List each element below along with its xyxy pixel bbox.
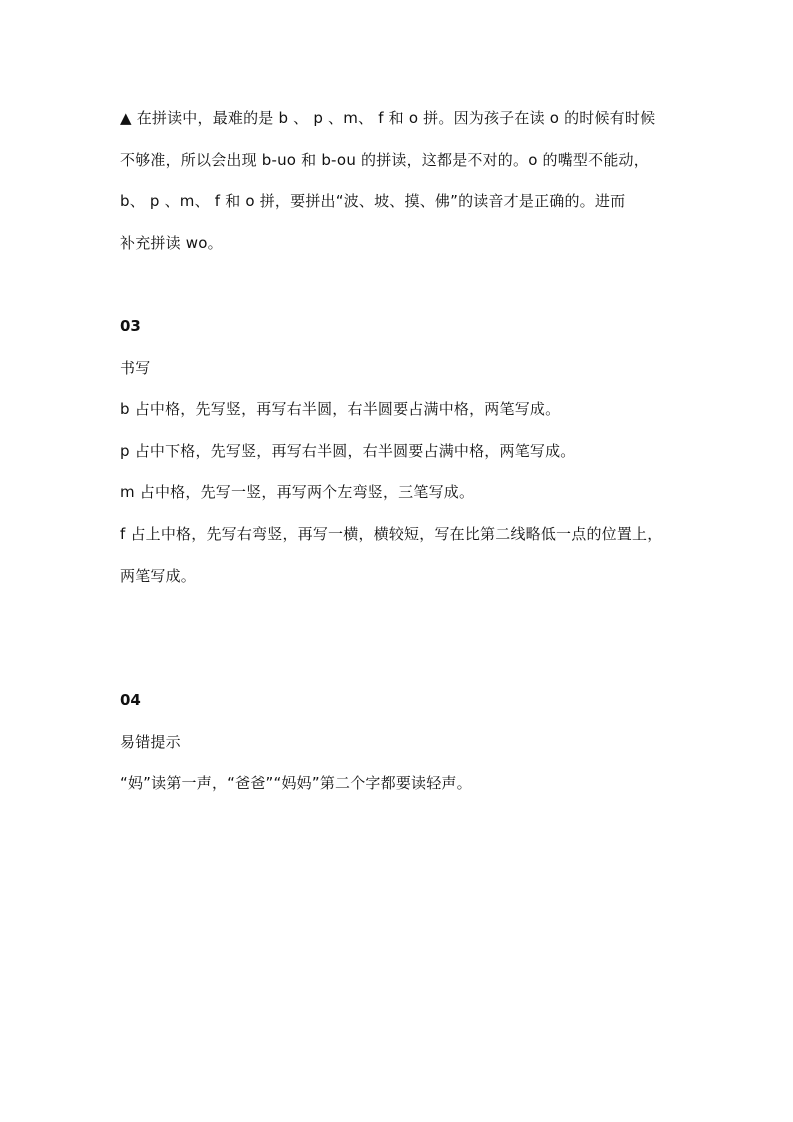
intro-line-3: b、 p 、m、 f 和 o 拼，要拼出“波、坡、摸、佛”的读音才是正确的。进而: [120, 192, 626, 210]
writing-line-p: p 占中下格，先写竖，再写右半圆，右半圆要占满中格，两笔写成。: [120, 442, 576, 460]
section-04-number: 04: [120, 691, 141, 709]
intro-line-2: 不够准，所以会出现 b-uo 和 b-ou 的拼读，这都是不对的。o 的嘴型不能动，: [120, 151, 649, 169]
writing-line-b: b 占中格，先写竖，再写右半圆，右半圆要占满中格，两笔写成。: [120, 400, 561, 418]
writing-line-f-cont: 两笔写成。: [120, 567, 197, 585]
section-04-title: 易错提示: [120, 733, 181, 751]
tip-line: “妈”读第一声，“爸爸”“妈妈”第二个字都要读轻声。: [120, 774, 472, 792]
intro-line-4: 补充拼读 wo。: [120, 234, 223, 252]
section-03-title: 书写: [120, 359, 151, 377]
section-03-number: 03: [120, 317, 141, 335]
intro-line-1: ▲ 在拼读中，最难的是 b 、 p 、m、 f 和 o 拼。因为孩子在读 o 的时候有时候: [120, 109, 656, 127]
writing-line-f: f 占上中格，先写右弯竖，再写一横，横较短，写在比第二线略低一点的位置上，: [120, 525, 663, 543]
writing-line-m: m 占中格，先写一竖，再写两个左弯竖，三笔写成。: [120, 483, 475, 501]
